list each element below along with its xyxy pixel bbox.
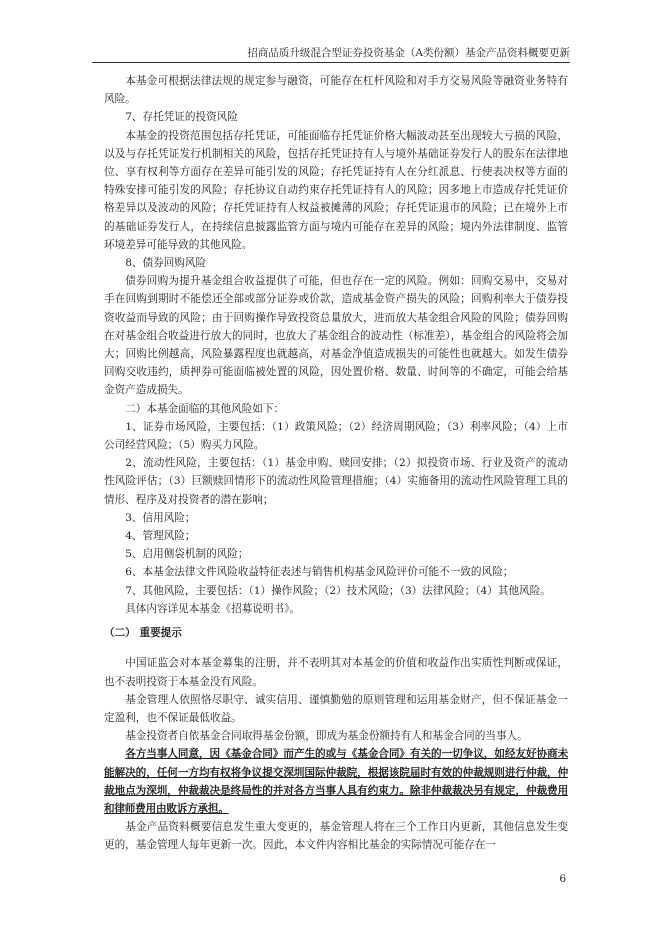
- list-item-management-risk: 4、管理风险；: [125, 530, 196, 543]
- page-header: 招商品质升级混合型证券投资基金（A类份额）基金产品资料概要更新: [247, 47, 570, 59]
- section-title-important-notice: （二） 重要提示: [104, 627, 182, 640]
- paragraph-arbitration-clause: [104, 745, 568, 818]
- paragraph-csrc-disclaimer: 中国证监会对本基金募集的注册，并不表明其对本基金的价值和收益作出实质性判断或保证，也不表明投资于本基金没有风险。: [104, 657, 568, 688]
- page-number: 6: [559, 873, 566, 885]
- list-item-credit-risk: 3、信用风险；: [125, 511, 196, 524]
- heading-bond-repo-risk: 8、债券回购风险: [125, 257, 207, 270]
- paragraph-bond-repo-risk: 债券回购为提升基金组合收益提供了可能，但也存在一定的风险。例如：回购交易中，交易对手在回购到期时不能偿还全部或部分证券或价款，造成基金资产损失的风险；回购利率大于债券投资收益而导致的风险；由于回购操作导致投资总量放大，进而放大基金组合风险的风险；债券回购在对基金组合收益进行放大的同时，也放大了基金组合的波动性（标准差），基金组合的风险将会加大；回购比例越高，风险暴露程度也就越高，对基金净值造成损失的可能性也就越大。如发生债券回购交收违约，质押券可能面临被处置的风险，因处置价格、数量、时间等的不确定，可能会给基金资产造成损失。: [104, 275, 568, 397]
- document-body: [104, 72, 568, 855]
- list-item-market-risk: 1、证券市场风险，主要包括：（1）政策风险；（2）经济周期风险；（3）利率风险；（4）上市公司经营风险；（5）购买力风险。: [104, 420, 568, 452]
- list-item-side-pocket-risk: 5、启用侧袋机制的风险；: [125, 548, 249, 561]
- paragraph-investor-party: 基金投资者自依基金合同取得基金份额，即成为基金份额持有人和基金合同的当事人。: [125, 730, 528, 743]
- arbitration-clause-text: 各方当事人同意，因《基金合同》而产生的或与《基金合同》有关的一切争议，如经友好协商未能解决的，任何一方均有权将争议提交深圳国际仲裁院，根据该院届时有效的仲裁规则进行仲裁，仲裁地点为深圳，仲裁裁决是终局性的并对各方当事人具有约束力。除非仲裁裁决另有规定，仲裁费用和律师费用由败诉方承担。: [104, 748, 568, 815]
- paragraph-see-prospectus: 具体内容详见本基金《招募说明书》。: [125, 602, 300, 615]
- heading-other-risks: 二）本基金面临的其他风险如下：: [125, 402, 285, 415]
- list-item-other-risk: 7、其他风险，主要包括：（1）操作风险；（2）技术风险；（3）法律风险；（4）其他风险。: [125, 584, 551, 597]
- header-divider: [92, 62, 570, 63]
- paragraph-depositary-receipt-risk: 本基金的投资范围包括存托凭证，可能面临存托凭证价格大幅波动甚至出现较大亏损的风险，以及与存托凭证发行机制相关的风险，包括存托凭证持有人与境外基础证券发行人的股东在法律地位、享有权利等方面存在差异可能引发的风险；存托凭证持有人在分红派息、行使表决权等方面的特殊安排可能引发的风险；存托协议自动约束存托凭证持有人的风险；因多地上市造成存托凭证价格差异以及波动的风险；存托凭证持有人权益被摊薄的风险；存托凭证退市的风险；已在境外上市的基础证券发行人，在持续信息披露监管方面与境内可能存在差异的风险；境内外法律制度、监管环境差异可能导致的其他风险。: [104, 129, 568, 251]
- list-item-liquidity-risk: 2、流动性风险，主要包括：（1）基金申购、赎回安排；（2）拟投资市场、行业及资产的流动性风险评估；（3）巨额赎回情形下的流动性风险管理措施；（4）实施备用的流动性风险管理工具的情形、程序及对投资者的潜在影响；: [104, 457, 568, 506]
- list-item-inconsistency-risk: 6、本基金法律文件风险收益特征表述与销售机构基金风险评价可能不一致的风险；: [125, 566, 514, 579]
- heading-depositary-receipt-risk: 7、存托凭证的投资风险: [125, 111, 238, 124]
- paragraph-financing-risk: 本基金可根据法律法规的规定参与融资，可能存在杠杆风险和对手方交易风险等融资业务特有风险。: [104, 75, 568, 106]
- paragraph-manager-disclaimer: 基金管理人依照恪尽职守、诚实信用、谨慎勤勉的原则管理和运用基金财产，但不保证基金一定盈利，也不保证最低收益。: [104, 693, 568, 724]
- paragraph-update-notice: 基金产品资料概要信息发生重大变更的，基金管理人将在三个工作日内更新，其他信息发生变更的，基金管理人每年更新一次。因此，本文件内容相比基金的实际情况可能存在一: [104, 821, 568, 852]
